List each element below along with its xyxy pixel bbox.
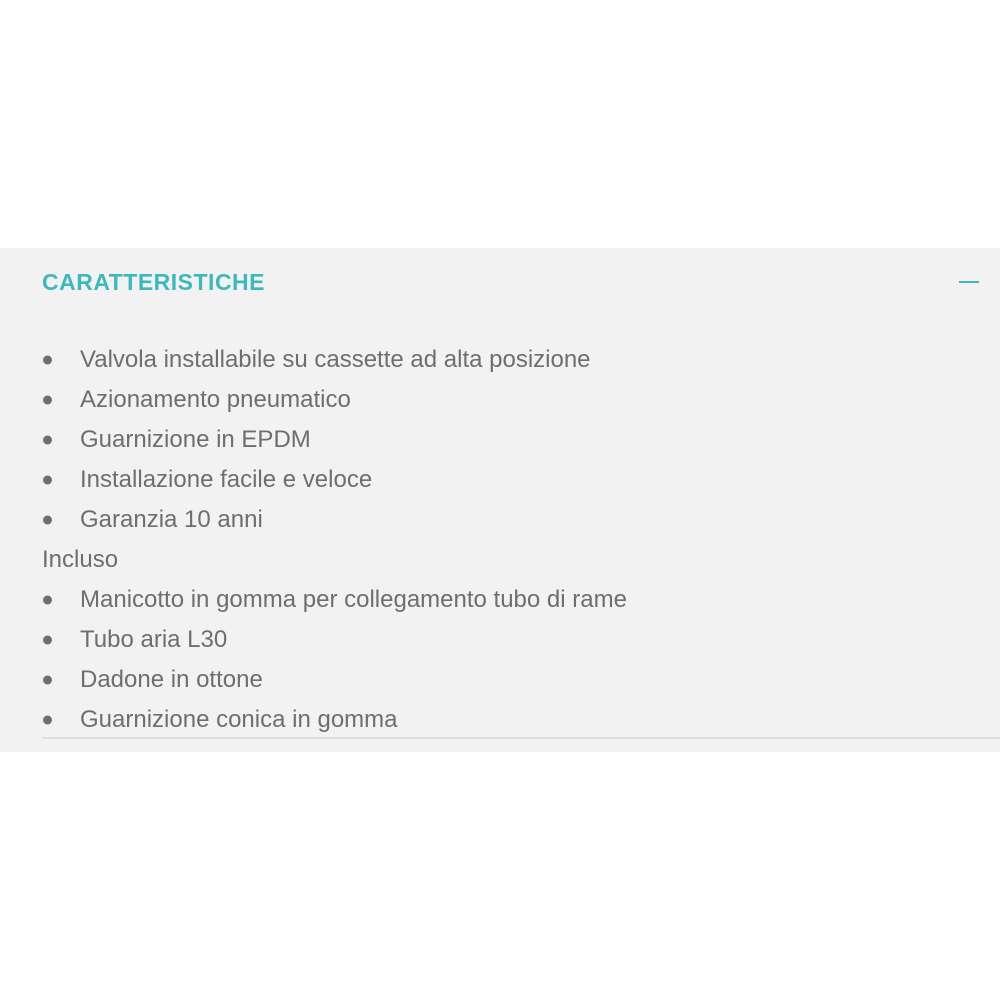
bullet-icon <box>43 356 52 365</box>
feature-text: Azionamento pneumatico <box>80 386 351 413</box>
included-text: Guarnizione conica in gomma <box>80 706 398 733</box>
feature-item <box>42 340 1000 380</box>
section-divider <box>42 737 1000 739</box>
feature-item <box>42 420 1000 460</box>
top-whitespace <box>0 0 1000 248</box>
feature-text: Guarnizione in EPDM <box>80 426 311 453</box>
minus-icon[interactable] <box>958 271 980 293</box>
feature-text: Garanzia 10 anni <box>80 506 263 533</box>
included-text: Manicotto in gomma per collegamento tubo di rame <box>80 586 627 613</box>
bullet-icon <box>43 436 52 445</box>
bullet-icon <box>43 716 52 725</box>
included-text: Dadone in ottone <box>80 666 263 693</box>
characteristics-accordion-panel <box>0 248 1000 752</box>
feature-text: Valvola installabile su cassette ad alta posizione <box>80 346 591 373</box>
bullet-icon <box>43 596 52 605</box>
bullet-icon <box>43 676 52 685</box>
accordion-header[interactable] <box>42 248 1000 316</box>
feature-text: Installazione facile e veloce <box>80 466 373 493</box>
feature-list <box>42 340 1000 540</box>
bullet-icon <box>43 396 52 405</box>
feature-item <box>42 460 1000 500</box>
included-item <box>42 620 1000 660</box>
included-text: Tubo aria L30 <box>80 626 228 653</box>
bullet-icon <box>43 476 52 485</box>
accordion-content <box>42 340 1000 740</box>
included-item <box>42 700 1000 740</box>
included-item <box>42 660 1000 700</box>
feature-item <box>42 500 1000 540</box>
included-list <box>42 580 1000 740</box>
bullet-icon <box>43 636 52 645</box>
feature-item <box>42 380 1000 420</box>
included-item <box>42 580 1000 620</box>
bullet-icon <box>43 516 52 525</box>
accordion-title: CARATTERISTICHE <box>42 268 266 295</box>
included-label: Incluso <box>42 546 119 573</box>
